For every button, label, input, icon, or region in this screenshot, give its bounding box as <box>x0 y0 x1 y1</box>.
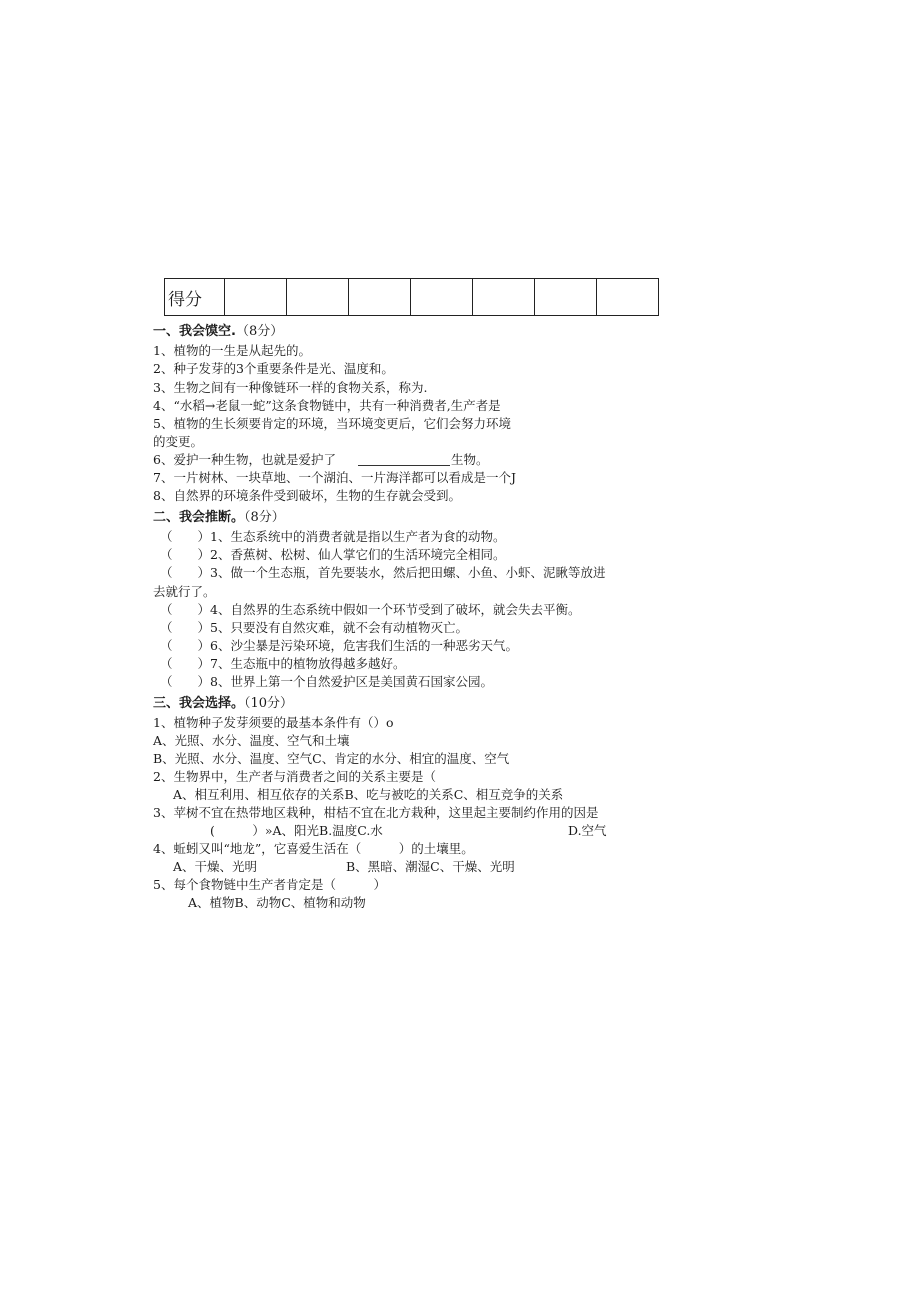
score-cell <box>535 279 597 316</box>
fill-item-6-end: 生物。 <box>451 452 489 467</box>
choice-item-3-options: ( ）»A、阳光B.温度C.水 <box>210 823 383 838</box>
judge-item-1: （ ）1、生态系统中的消费者就是指以生产者为食的动物。 <box>160 529 506 544</box>
fill-item-1: 1、植物的一生是从起先的。 <box>153 343 311 358</box>
judge-item-6: （ ）6、沙尘暴是污染环境，危害我们生活的一种恶劣天气。 <box>160 638 518 653</box>
score-cell <box>473 279 535 316</box>
section2-title: 二、我会推断。 <box>153 510 245 525</box>
section3-points: （10分） <box>244 696 294 711</box>
fill-item-6: 6、爱护一种生物，也就是爱护了 <box>153 452 336 467</box>
judge-item-2: （ ）2、香蕉树、松树、仙人掌它们的生活环境完全相同。 <box>160 547 506 562</box>
score-cell <box>287 279 349 316</box>
judge-item-8: （ ）8、世界上第一个自然爱护区是美国黄石国家公园。 <box>160 674 493 689</box>
fill-item-5: 5、植物的生长须要肯定的环境，当环境变更后，它们会努力环境 <box>153 416 511 431</box>
score-cell <box>411 279 473 316</box>
judge-item-5: （ ）5、只要没有自然灾难，就不会有动植物灭亡。 <box>160 620 468 635</box>
section2-points: （8分） <box>244 510 285 525</box>
score-cell <box>349 279 411 316</box>
section2-heading <box>153 510 285 526</box>
judge-item-7: （ ）7、生态瓶中的植物放得越多越好。 <box>160 656 406 671</box>
score-label: 得分 <box>165 279 225 316</box>
fill-item-4: 4、“水稻→老鼠一蛇”这条食物链中，共有一种消费者,生产者是 <box>153 398 501 413</box>
choice-item-1-options-bc: B、光照、水分、温度、空气C、肯定的水分、相宜的温度、空气 <box>153 751 510 766</box>
section1-points: （8分） <box>235 324 284 339</box>
choice-item-4: 4、蚯蚓又叫“地龙”，它喜爱生活在（ ）的土壤里。 <box>153 841 474 856</box>
fill-item-2: 2、种子发芽的3个重要条件是光、温度和。 <box>153 361 394 376</box>
judge-item-3-cont: 去就行了。 <box>153 584 216 599</box>
choice-item-3-option-d: D.空气 <box>568 823 607 838</box>
judge-item-3: （ ）3、做一个生态瓶，首先要装水，然后把田螺、小鱼、小虾、泥瞅等放进 <box>160 565 606 580</box>
fill-item-5-cont: 的变更。 <box>153 434 204 449</box>
choice-item-3: 3、苹树不宜在热带地区栽种，柑桔不宜在北方栽种，这里起主要制约作用的因是 <box>153 805 599 820</box>
choice-item-1: 1、植物种子发芽须要的最基本条件有（）o <box>153 715 394 730</box>
fill-item-3: 3、生物之间有一种像链环一样的食物关系，称为. <box>153 380 428 395</box>
answer-blank <box>358 465 450 466</box>
score-row <box>165 279 659 316</box>
judge-item-4: （ ）4、自然界的生态系统中假如一个环节受到了破坏，就会失去平衡。 <box>160 602 581 617</box>
choice-item-2: 2、生物界中，生产者与消费者之间的关系主要是（ <box>153 769 436 784</box>
score-table <box>164 278 659 316</box>
choice-item-4-options-bc: B、黑暗、潮湿C、干燥、光明 <box>346 859 515 874</box>
fill-item-8: 8、自然界的环境条件受到破坏，生物的生存就会受到。 <box>153 488 461 503</box>
section1-heading <box>153 324 283 340</box>
section1-title: 一、我会馍空. <box>153 324 236 339</box>
choice-item-4-option-a: A、干燥、光明 <box>173 859 258 874</box>
choice-item-5-options: A、植物B、动物C、植物和动物 <box>188 895 366 910</box>
fill-item-7: 7、一片树林、一块草地、一个湖泊、一片海洋都可以看成是一个J <box>153 470 516 485</box>
choice-item-2-options: A、相互利用、相互依存的关系B、吃与被吃的关系C、相互竞争的关系 <box>173 787 564 802</box>
section3-heading <box>153 696 293 712</box>
choice-item-1-option-a: A、光照、水分、温度、空气和土壤 <box>153 733 350 748</box>
choice-item-5: 5、每个食物链中生产者肯定是（ ） <box>153 877 386 892</box>
section3-title: 三、我会选择。 <box>153 696 245 711</box>
score-cell <box>597 279 659 316</box>
score-cell <box>225 279 287 316</box>
